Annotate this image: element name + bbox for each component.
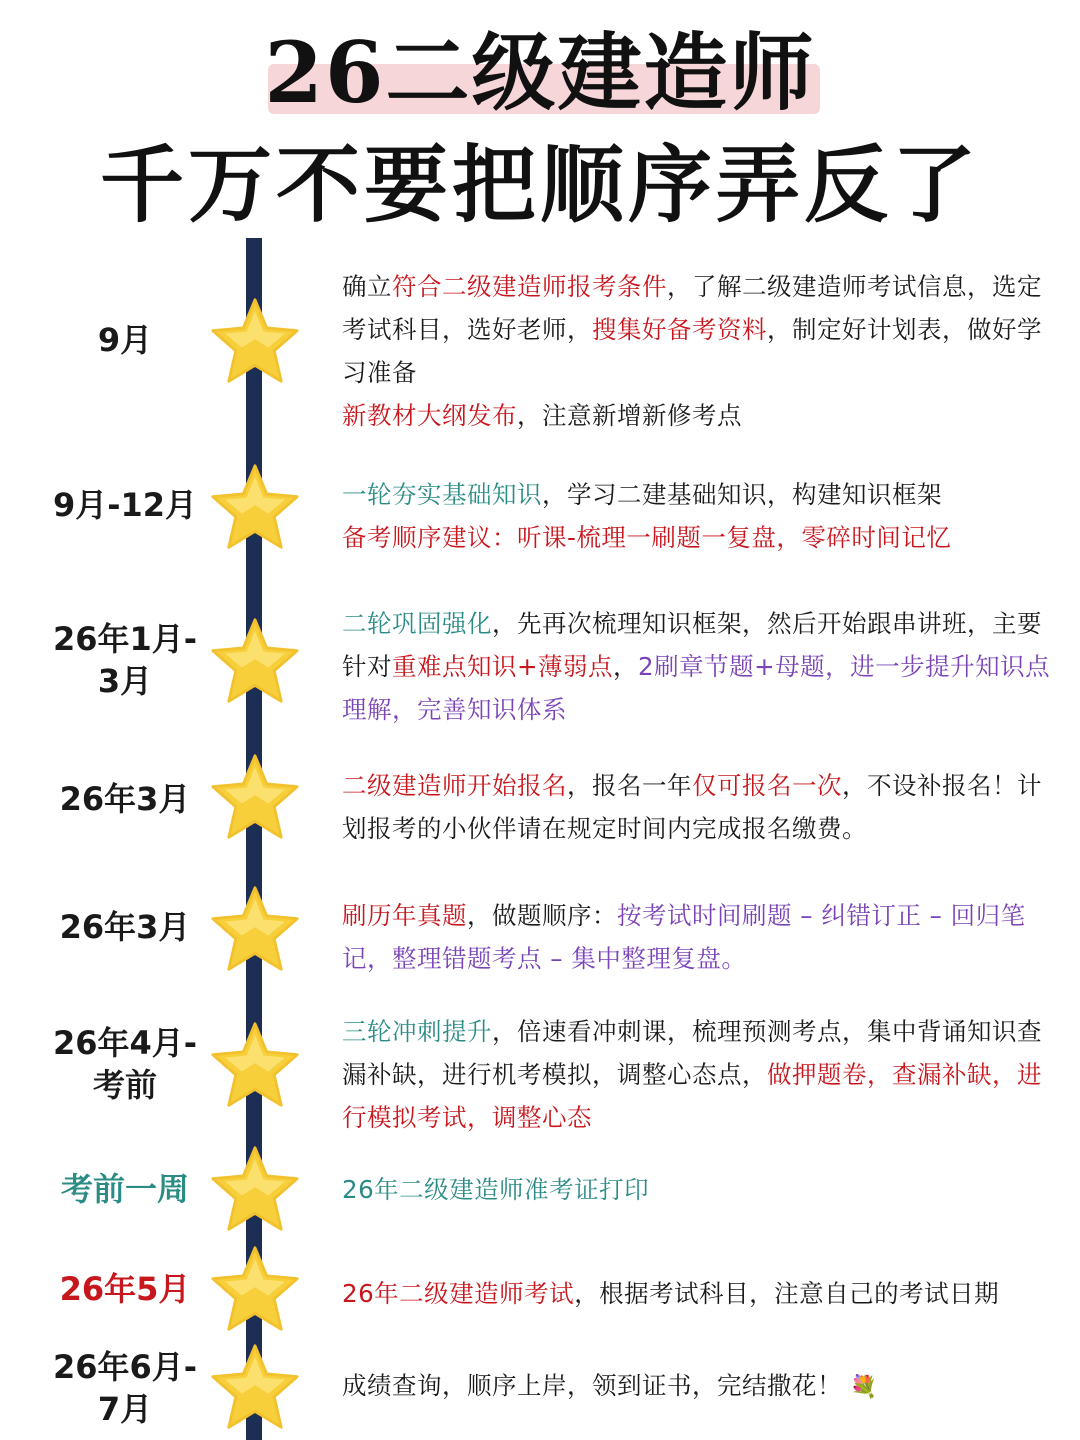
timeline-date-line: 26年5月 [59,1270,191,1308]
star-icon [208,752,302,842]
description-paragraph [342,516,1054,559]
timeline-date-line: 26年6月- [52,1348,198,1386]
description-paragraph [342,394,1054,437]
timeline-date [30,618,220,702]
timeline-date [30,1268,220,1310]
text-segment: ，了解二级建造师考试信息，选定考试科目，选好老师， [342,272,1042,344]
timeline-date-line: 7月 [97,1390,153,1428]
timeline-date-line: 9月 [97,321,153,359]
text-segment: 26年二级建造师考试 [342,1279,575,1308]
text-segment: 2刷章节题+母题，进一步提升知识点理解，完善知识体系 [342,652,1051,724]
description-paragraph [342,473,1054,516]
star-icon [208,884,302,974]
timeline-date [30,319,220,361]
text-segment: 仅可报名一次 [692,771,842,800]
text-segment: ，制定好计划表，做好学习准备 [342,315,1042,387]
star-icon [208,296,302,386]
description-paragraph [342,1272,1054,1315]
text-segment: 搜集好备考资料 [592,315,767,344]
text-segment: 按考试时间刷题 – 纠错订正 – 回归笔记，整理错题考点 – 集中整理复盘。 [342,901,1026,973]
timeline-description [342,894,1054,980]
timeline-date [30,1022,220,1106]
timeline-date-line: 9月-12月 [52,486,198,524]
description-paragraph [342,1364,1054,1409]
timeline-date [30,906,220,948]
timeline-date-line: 26年4月- [52,1024,198,1062]
timeline-description [342,764,1054,850]
description-paragraph [342,1010,1054,1139]
timeline-date [30,484,220,526]
star-icon [208,462,302,552]
text-segment: ，报名一年 [567,771,692,800]
timeline-description [342,1364,1054,1409]
text-segment: 做押题卷，查漏补缺，进行模拟考试，调整心态 [342,1060,1042,1132]
flower-bouquet-icon: 💐 [850,1375,878,1400]
text-segment: 重难点知识+薄弱点 [392,652,614,681]
star-icon [208,616,302,706]
text-segment: ，注意新增新修考点 [517,401,742,430]
text-segment: 刷历年真题 [342,901,467,930]
timeline-date-line: 考前一周 [60,1170,189,1208]
timeline-description [342,265,1054,437]
timeline-date-line: 3月 [97,662,153,700]
star-icon [208,1342,302,1432]
text-segment: ，做题顺序： [467,901,617,930]
text-segment: 确立 [342,272,392,301]
description-paragraph [342,1168,1054,1211]
text-segment: ，不设补报名！计划报考的小伙伴请在规定时间内完成报名缴费。 [342,771,1042,843]
timeline-date [30,1168,220,1210]
text-segment: 新教材大纲发布 [342,401,517,430]
text-segment: 26年二级建造师准考证打印 [342,1175,650,1204]
text-segment: ，根据考试科目，注意自己的考试日期 [574,1279,1000,1308]
text-segment: ， [613,652,639,681]
text-segment: 二级建造师开始报名 [342,771,567,800]
text-segment: ，倍速看冲刺课，梳理预测考点，集中背诵知识查漏补缺，进行机考模拟，调整心态点， [342,1017,1042,1089]
timeline-description [342,602,1054,731]
text-segment: 符合二级建造师报考条件 [392,272,667,301]
timeline-description [342,473,1054,559]
page-title: 26二级建造师 [264,23,816,122]
description-paragraph [342,602,1054,731]
text-segment: 成绩查询，顺序上岸，领到证书，完结撒花！ [342,1371,842,1400]
star-icon [208,1244,302,1334]
timeline-date-line: 26年1月- [52,620,198,658]
timeline-date-line: 26年3月 [59,908,191,946]
description-paragraph [342,764,1054,850]
text-segment: 备考顺序建议：听课-梳理一刷题一复盘，零碎时间记忆 [342,523,952,552]
star-icon [208,1020,302,1110]
timeline-date [30,778,220,820]
text-segment: 三轮冲刺提升 [342,1017,492,1046]
timeline-date-line: 26年3月 [59,780,191,818]
timeline-description [342,1168,1054,1211]
star-icon [208,1144,302,1234]
text-segment: 一轮夯实基础知识 [342,480,542,509]
timeline-date-line: 考前 [92,1066,157,1104]
page-subtitle: 千万不要把顺序弄反了 [99,135,980,234]
text-segment: ，先再次梳理知识框架，然后开始跟串讲班，主要针对 [342,609,1042,681]
description-paragraph [342,894,1054,980]
timeline-description [342,1010,1054,1139]
text-segment: ，学习二建基础知识，构建知识框架 [542,480,942,509]
timeline-date [30,1346,220,1430]
description-paragraph [342,265,1054,394]
timeline-description [342,1272,1054,1315]
text-segment: 二轮巩固强化 [342,609,492,638]
